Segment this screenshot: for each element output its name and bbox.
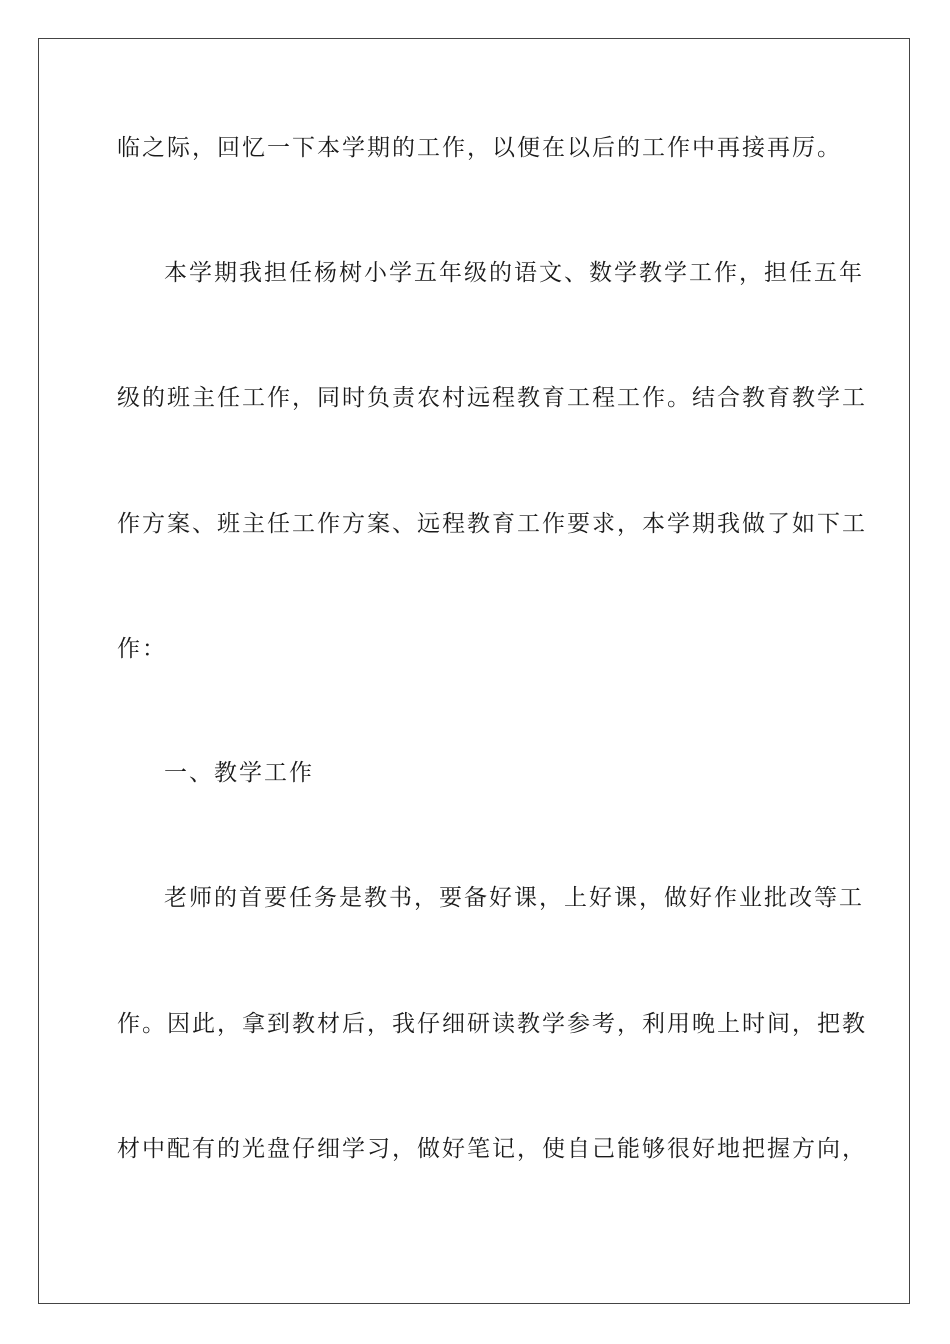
page-border [38,38,910,1304]
paragraph-line: 作。因此，拿到教材后，我仔细研读教学参考，利用晚上时间，把教 [117,1011,867,1037]
paragraph-line: 材中配有的光盘仔细学习，做好笔记，使自己能够很好地把握方向， [117,1136,867,1162]
paragraph-line: 作： [117,636,167,662]
paragraph-line: 级的班主任工作，同时负责农村远程教育工程工作。结合教育教学工 [117,385,867,411]
paragraph-line: 本学期我担任杨树小学五年级的语文、数学教学工作，担任五年 [164,260,864,286]
paragraph-line: 老师的首要任务是教书，要备好课，上好课，做好作业批改等工 [164,885,864,911]
section-heading: 一、教学工作 [164,760,314,786]
paragraph-line: 作方案、班主任工作方案、远程教育工作要求，本学期我做了如下工 [117,511,867,537]
paragraph-line: 临之际，回忆一下本学期的工作，以便在以后的工作中再接再厉。 [117,135,842,161]
